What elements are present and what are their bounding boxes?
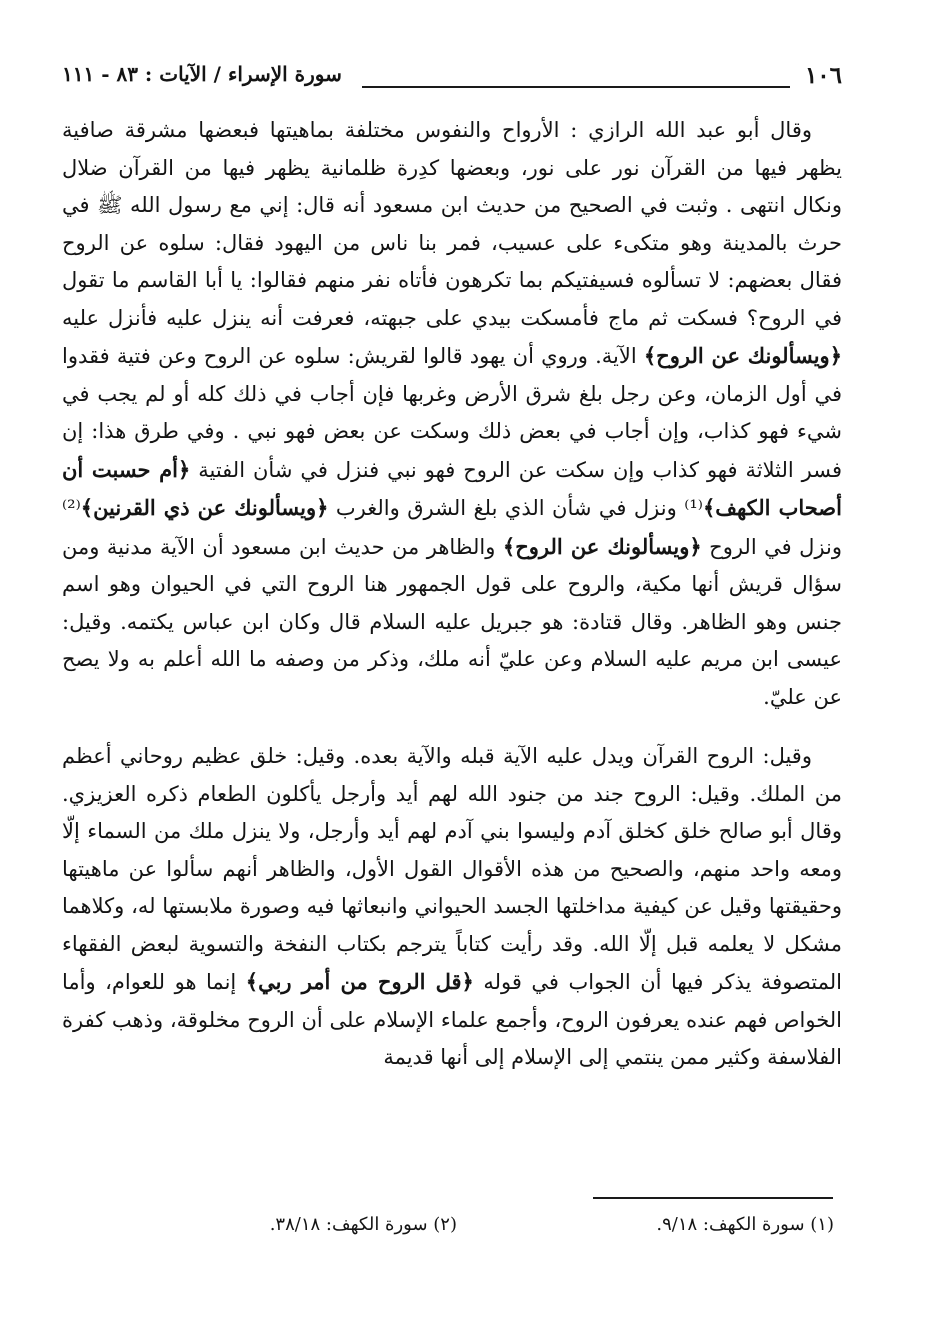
running-title: سورة الإسراء / الآيات : ٨٣ - ١١١: [62, 62, 342, 86]
footnote-2: (٢) سورة الكهف: ٣٨/١٨.: [269, 1214, 457, 1235]
text-span: ونزل في شأن الذي بلغ الشرق والغرب: [328, 496, 685, 520]
paragraph-1: [62, 112, 842, 716]
paragraph-2: [62, 738, 842, 1077]
footnote-ref-2: ⁽²⁾: [62, 496, 81, 520]
text-span: الآية. وروي أن يهود قالوا لقريش: سلوه عن الروح وعن فتية فقدوا في أول الزمان، وعن رجل بلغ شرق الأرض وغربها فإن أجاب في ذلك كله أو لم يجب في شيء فهو كذاب، وإن أجاب في بعض ذلك وسكت عن بعض فهو نبي . وفي طرق هذا: إن فسر الثلاثة فهو كذاب وإن سكت عن الروح فهو نبي فنزل في شأن الفتية: [62, 344, 842, 482]
page-header: [62, 62, 842, 98]
quran-quote: ﴿ويسألونك عن الروح﴾: [502, 533, 702, 559]
text-span: والظاهر من حديث ابن مسعود أن الآية مدنية ومن سؤال قريش أنها مكية، والروح على قول الجمهور هنا الروح التي في الحيوان وهو اسم جنس وهو الظاهر. وقال قتادة: هو جبريل عليه السلام قال وكان ابن عباس يكتمه. وقيل: عيسى ابن مريم عليه السلام وعن عليّ أنه ملك، وذكر من وصفه ما الله أعلم به ولا يصح عن عليّ.: [62, 534, 842, 709]
text-span: ونزل في الروح: [701, 534, 842, 559]
header-rule: [362, 86, 790, 88]
quran-quote: ﴿أم حسبت أن أصحاب الكهف﴾: [62, 456, 842, 520]
quran-quote: ﴿قل الروح من أمر ربي﴾: [245, 969, 474, 994]
text-span: وقيل: الروح القرآن ويدل عليه الآية قبله والآية بعده. وقيل: خلق عظيم روحاني أعظم من الملك. وقيل: الروح جند من جنود الله لهم أيد وأرجل يأكلون الطعام ذكره العزيزي. وقال أبو صالح خلق كخلق آدم وليسوا بني آدم لهم أيد وأرجل، ولا ينزل ملك من السماء إلّا ومعه واحد منهم، والصحيح من هذه الأقوال القول الأول، والظاهر أنهم سألوا عن ماهيتها وحقيقتها وقيل عن كيفية مداخلتها الجسد الحيواني وانبعاثها فيه وصورة ملابستها له، وكلاهما مشكل لا يعلمه قبل إلّا الله. وقد رأيت كتاباً يترجم بكتاب النفخة والتسوية لبعض الفقهاء المتصوفة يذكر فيها أن الجواب في قوله: [62, 744, 842, 994]
main-text: [62, 112, 842, 1077]
text-span: إنما هو للعوام، وأما الخواص فهم عنده يعرفون الروح، وأجمع علماء الإسلام على أن الروح مخلوقة، وذهب كفرة الفلاسفة وكثير ممن ينتمي إلى الإسلام إلى أنها قديمة: [62, 970, 842, 1069]
quran-quote: ﴿ويسألونك عن الروح﴾: [643, 343, 842, 368]
footnote-1: (١) سورة الكهف: ٩/١٨.: [656, 1214, 834, 1235]
page-number: ١٠٦: [804, 62, 842, 89]
quran-quote: ﴿ويسألونك عن ذي القرنين﴾: [80, 495, 329, 520]
footnote-rule: [593, 1197, 833, 1199]
text-span: وقال أبو عبد الله الرازي : الأرواح والنفوس مختلفة بماهيتها فبعضها مشرقة صافية يظهر فيها من القرآن نور على نور، وبعضها كدِرة ظلمانية يظهر فيها من القرآن ضلال ونكال انتهى . وثبت في الصحيح من حديث ابن مسعود أنه قال: إني مع رسول الله ﷺ في حرث بالمدينة وهو متكىء على عسيب، فمر بنا ناس من اليهود فقال: سلوه عن الروح فقال بعضهم: لا تسألوه فسيفتيكم بما تكرهون فأتاه نفر منهم فقالوا: يا أبا القاسم ما تقول في الروح؟ فسكت ثم ماج فأمسكت بيدي على جبهته، فعرفت أنه ينزل عليه فأنزل عليه: [62, 118, 843, 330]
footnote-ref-1: ⁽¹⁾: [684, 496, 703, 520]
